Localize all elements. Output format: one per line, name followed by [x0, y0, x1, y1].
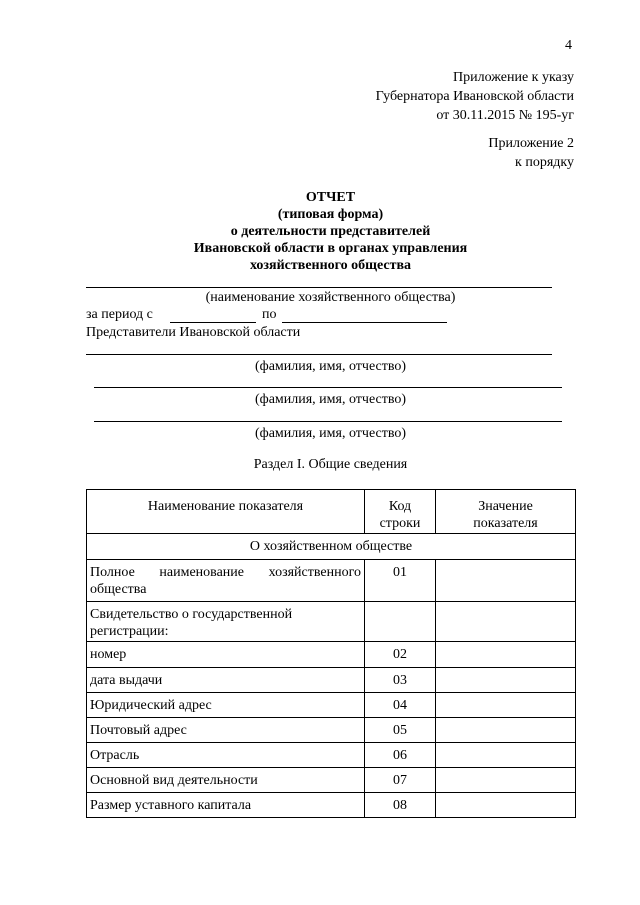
row-code-cell: 06	[365, 743, 436, 768]
group-title: О хозяйственном обществе	[87, 534, 576, 560]
header-value-line2: показателя	[473, 516, 538, 531]
company-name-line	[86, 287, 552, 288]
period-to-label: по	[262, 307, 277, 322]
fio-line-3	[94, 421, 562, 422]
row-code-cell: 07	[365, 768, 436, 793]
row-value-cell[interactable]	[436, 642, 576, 668]
table-header-row	[87, 490, 576, 534]
table-row	[87, 642, 576, 668]
period-to-blank	[282, 322, 447, 323]
representatives-label: Представители Ивановской области	[86, 325, 301, 340]
header-code	[365, 490, 436, 534]
row-value-cell[interactable]	[436, 693, 576, 718]
appendix-decree-line3: от 30.11.2015 № 195-уг	[436, 108, 574, 123]
company-caption: (наименование хозяйственного общества)	[205, 290, 456, 305]
header-code-line2: строки	[379, 516, 421, 531]
fio-caption-3: (фамилия, имя, отчество)	[254, 426, 407, 441]
row-code-cell: 05	[365, 718, 436, 743]
header-name	[87, 490, 365, 534]
row-code-cell: 08	[365, 793, 436, 818]
appendix-order-line1: Приложение 2	[488, 136, 574, 151]
title-line2: (типовая форма)	[277, 207, 384, 222]
row-value-cell[interactable]	[436, 718, 576, 743]
row-value-cell[interactable]	[436, 793, 576, 818]
appendix-order-block	[300, 134, 574, 172]
row-code-cell: 04	[365, 693, 436, 718]
header-name-label: Наименование показателя	[147, 499, 304, 514]
fio-line-2	[94, 387, 562, 388]
fio-caption-1: (фамилия, имя, отчество)	[254, 359, 407, 374]
header-code-line1: Код	[388, 499, 412, 514]
row-name-cell: номер	[87, 642, 365, 668]
fio-caption-2: (фамилия, имя, отчество)	[254, 392, 407, 407]
table-row	[87, 693, 576, 718]
row-name-cell: дата выдачи	[87, 668, 365, 693]
row-name-cell: Размер уставного капитала	[87, 793, 365, 818]
row-value-cell[interactable]	[436, 768, 576, 793]
row-name-cell: Юридический адрес	[87, 693, 365, 718]
header-value-line1: Значение	[478, 499, 533, 514]
table-group-row	[87, 534, 576, 560]
title-line4: Ивановской области в органах управления	[193, 241, 468, 256]
row-value-cell[interactable]	[436, 602, 576, 642]
row-name-cell: Свидетельство о государственной регистрации:	[87, 602, 365, 642]
row-name-line2: общества	[90, 582, 147, 597]
row-name-cell	[87, 560, 365, 602]
row-code-cell: 01	[365, 560, 436, 602]
title-line1: ОТЧЕТ	[305, 190, 356, 205]
row-value-cell[interactable]	[436, 668, 576, 693]
row-name-line1: Полное наименование хозяйственного	[90, 565, 361, 580]
header-value	[436, 490, 576, 534]
table-row	[87, 602, 576, 642]
general-info-table	[86, 489, 576, 818]
period-from-label: за период с	[86, 307, 153, 322]
table-row	[87, 668, 576, 693]
appendix-decree-line2: Губернатора Ивановской области	[375, 89, 574, 104]
table-row	[87, 743, 576, 768]
title-line3: о деятельности представителей	[230, 224, 431, 239]
fio-line-1	[86, 354, 552, 355]
row-code-cell	[365, 602, 436, 642]
row-code-cell: 02	[365, 642, 436, 668]
appendix-decree-line1: Приложение к указу	[453, 70, 574, 85]
row-code-cell: 03	[365, 668, 436, 693]
table-row	[87, 793, 576, 818]
row-name-cell: Почтовый адрес	[87, 718, 365, 743]
table-row	[87, 560, 576, 602]
page-number: 4	[565, 38, 572, 53]
row-name-cell: Основной вид деятельности	[87, 768, 365, 793]
row-value-cell[interactable]	[436, 743, 576, 768]
section-title: Раздел I. Общие сведения	[253, 457, 408, 472]
table-row	[87, 718, 576, 743]
row-name-cell: Отрасль	[87, 743, 365, 768]
title-line5: хозяйственного общества	[249, 258, 412, 273]
table-row	[87, 768, 576, 793]
report-title	[86, 189, 575, 274]
appendix-order-line2: к порядку	[515, 155, 574, 170]
period-from-blank	[170, 322, 256, 323]
appendix-decree-block	[300, 68, 574, 125]
row-value-cell[interactable]	[436, 560, 576, 602]
